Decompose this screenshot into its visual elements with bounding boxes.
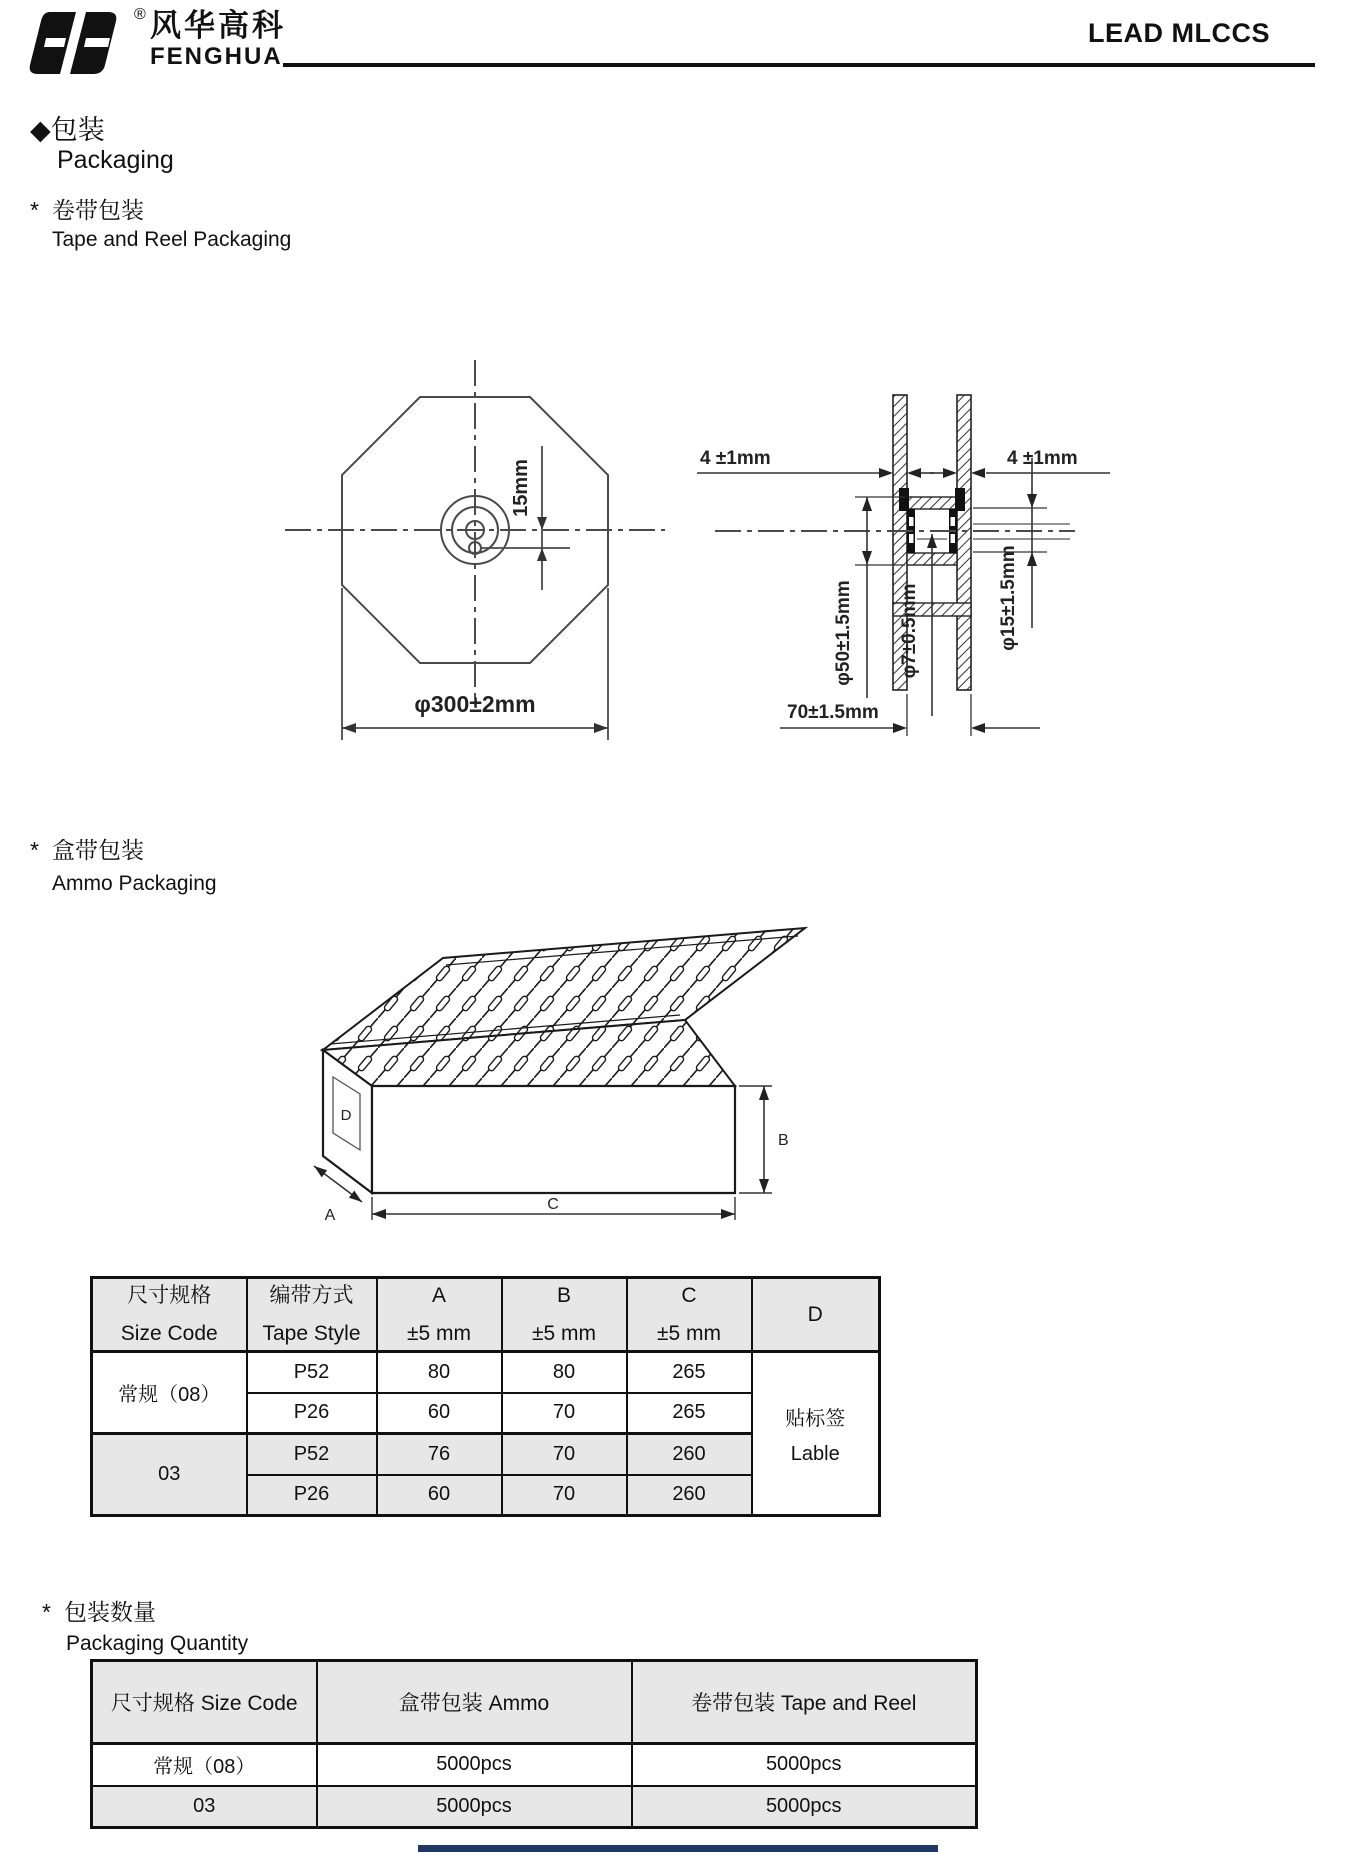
fenghua-logo-mark — [26, 6, 130, 83]
dim-c-cell: 260 — [627, 1434, 752, 1475]
dimension-table-header-row — [92, 1278, 880, 1352]
brand-block — [150, 10, 286, 69]
section-quantity-cn: * 包装数量 — [42, 1599, 156, 1625]
fenghua-logo-icon — [26, 6, 130, 78]
dim-a-cell: 60 — [377, 1393, 502, 1434]
size-code-cell: 常规（08） — [92, 1352, 247, 1434]
qty-ammo-cell: 5000pcs — [317, 1744, 632, 1786]
flange-left-dim-label: 4 ±1mm — [700, 448, 771, 469]
section-packaging-en: Packaging — [57, 146, 174, 174]
table-row — [92, 1352, 880, 1393]
asterisk-marker: * — [30, 197, 39, 223]
col-header-size-code: 尺寸规格 Size Code — [92, 1278, 247, 1352]
ammo-dim-c-label: C — [547, 1196, 559, 1213]
dim-a-cell: 60 — [377, 1475, 502, 1516]
qty-size-code-cell: 03 — [92, 1786, 317, 1828]
dim-b-cell: 70 — [502, 1434, 627, 1475]
col-header-c: C ±5 mm — [627, 1278, 752, 1352]
dim-c-cell: 265 — [627, 1393, 752, 1434]
section-ammo-cn: * 盒带包装 — [30, 837, 144, 863]
asterisk-marker: * — [42, 1599, 51, 1625]
qty-size-code-cell: 常规（08） — [92, 1744, 317, 1786]
qty-ammo-cell: 5000pcs — [317, 1786, 632, 1828]
section-ammo-en: Ammo Packaging — [52, 872, 217, 895]
hub-dimension-label: 15mm — [510, 459, 532, 517]
table-row — [92, 1786, 977, 1828]
ammo-box-drawing — [300, 898, 820, 1228]
dim-b-cell: 70 — [502, 1475, 627, 1516]
col-header-b: B ±5 mm — [502, 1278, 627, 1352]
brand-name-en: FENGHUA — [150, 42, 283, 70]
header-rule — [283, 63, 1315, 67]
section-tape-reel-en: Tape and Reel Packaging — [52, 228, 292, 251]
hub-diameter-dim-label: φ50±1.5mm — [833, 580, 854, 686]
brand-name-cn: 风华高科 — [150, 8, 286, 43]
dim-b-cell: 80 — [502, 1352, 627, 1393]
tape-style-cell: P52 — [247, 1434, 377, 1475]
arbor-diameter-dim-label: φ15±1.5mm — [998, 545, 1019, 651]
qty-tape-reel-cell: 5000pcs — [632, 1744, 977, 1786]
reel-hub-top — [907, 497, 957, 509]
footer-bar — [418, 1845, 938, 1852]
tape-style-cell: P26 — [247, 1475, 377, 1516]
size-code-cell: 03 — [92, 1434, 247, 1516]
quantity-table-header-row — [92, 1661, 977, 1744]
qty-col-header-tape-reel: 卷带包装 Tape and Reel — [632, 1661, 977, 1744]
ammo-dim-d-label: D — [340, 1107, 352, 1124]
dim-c-cell: 260 — [627, 1475, 752, 1516]
qty-col-header-ammo: 盒带包装 Ammo — [317, 1661, 632, 1744]
col-header-a: A ±5 mm — [377, 1278, 502, 1352]
ammo-dim-a-label: A — [324, 1207, 336, 1224]
dimension-table — [90, 1276, 881, 1517]
reel-width-dim-label: 70±1.5mm — [787, 702, 879, 723]
tape-style-cell: P26 — [247, 1393, 377, 1434]
reel-side-view-drawing — [655, 298, 1125, 753]
quantity-table — [90, 1659, 978, 1829]
table-row — [92, 1744, 977, 1786]
reel-front-view-drawing — [150, 298, 670, 760]
section-packaging-cn: ◆包装 — [30, 115, 105, 145]
qty-tape-reel-cell: 5000pcs — [632, 1786, 977, 1828]
asterisk-marker: * — [30, 837, 39, 863]
reel-flange-right — [957, 395, 971, 690]
col-header-d: D — [752, 1278, 880, 1352]
tape-style-cell: P52 — [247, 1352, 377, 1393]
flange-right-dim-label: 4 ±1mm — [1007, 448, 1078, 469]
col-header-tape-style: 编带方式 Tape Style — [247, 1278, 377, 1352]
reg-mark: ® — [134, 6, 146, 23]
ammo-dim-b-label: B — [778, 1132, 789, 1149]
ammo-front-face — [372, 1086, 735, 1193]
reel-diameter-label: φ300±2mm — [414, 691, 536, 717]
axle-diameter-dim-label: φ7±0.5mm — [899, 583, 920, 679]
dim-b-cell: 70 — [502, 1393, 627, 1434]
dim-a-cell: 76 — [377, 1434, 502, 1475]
section-tape-reel-cn: * 卷带包装 — [30, 197, 144, 223]
section-quantity-en: Packaging Quantity — [66, 1632, 249, 1655]
label-method-cell: 贴标签 Lable — [752, 1352, 880, 1516]
dim-a-cell: 80 — [377, 1352, 502, 1393]
page-title: LEAD MLCCS — [1088, 18, 1270, 48]
dim-c-cell: 265 — [627, 1352, 752, 1393]
qty-col-header-size-code: 尺寸规格 Size Code — [92, 1661, 317, 1744]
